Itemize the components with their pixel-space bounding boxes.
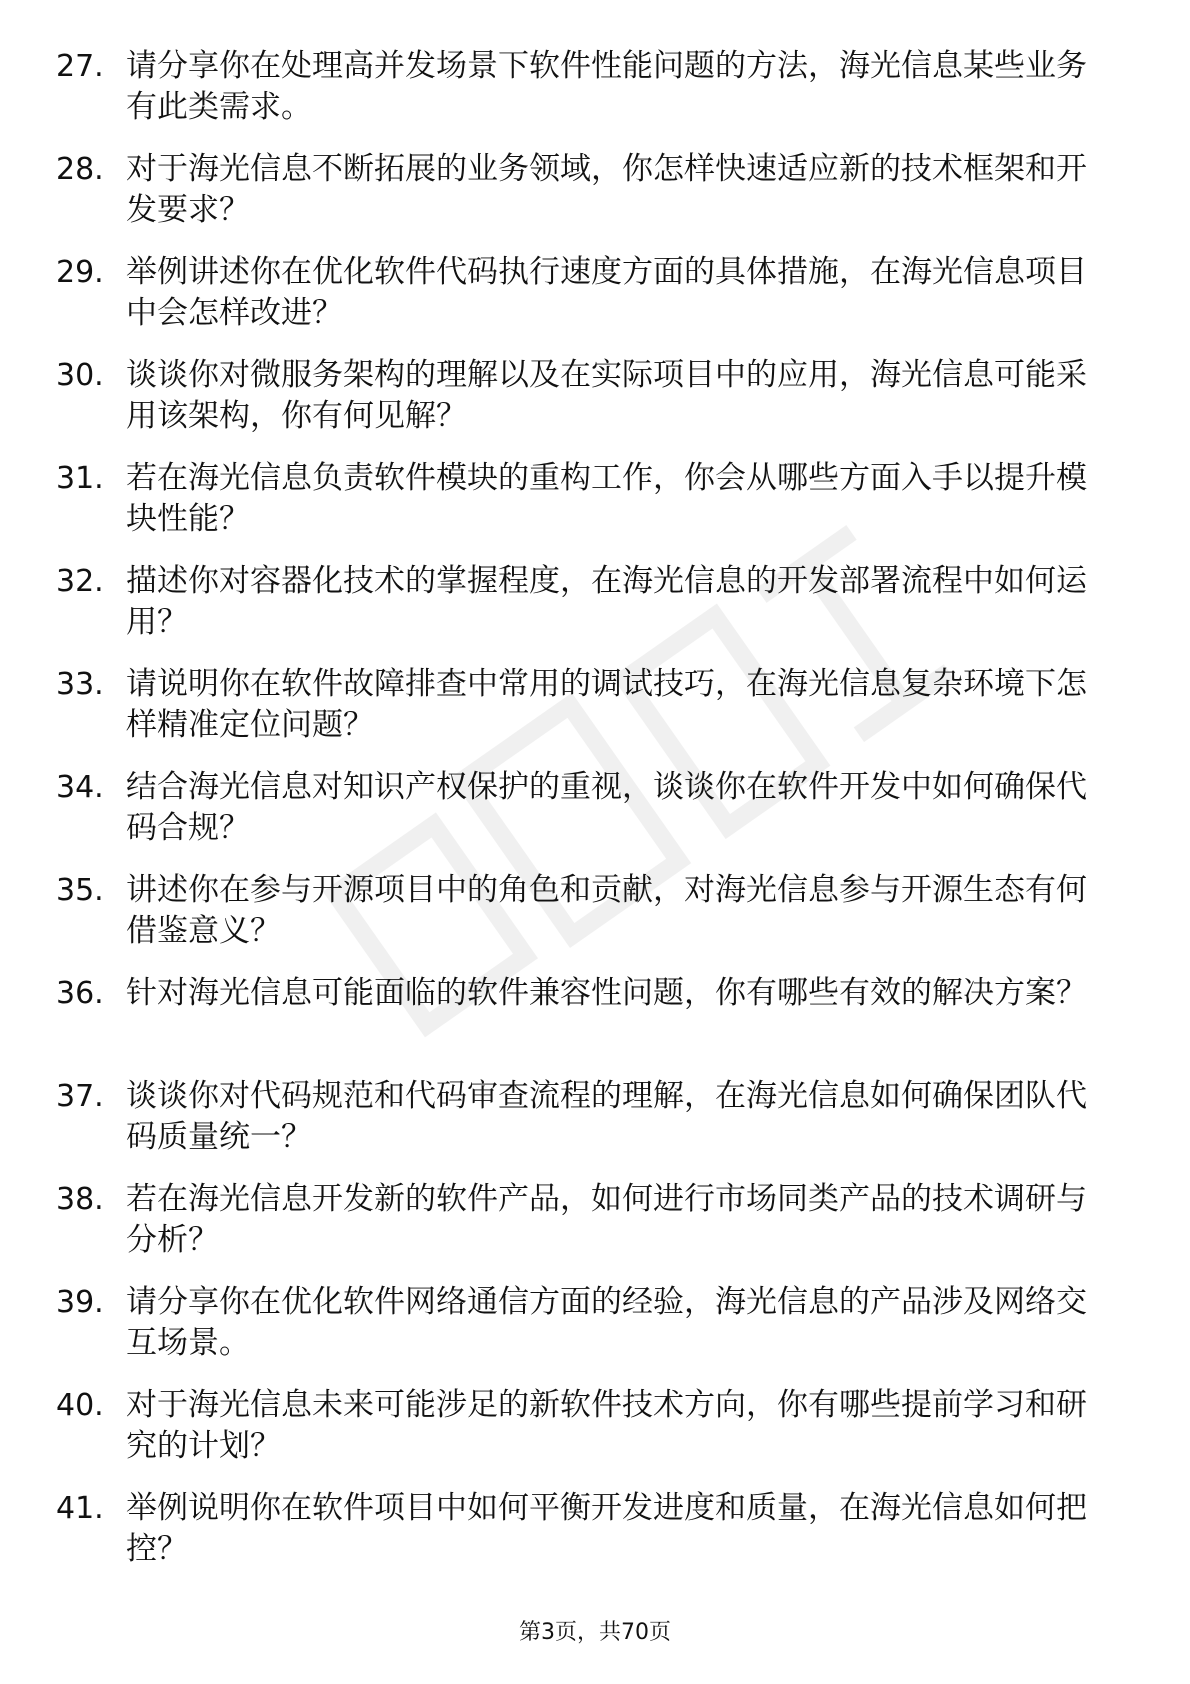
question-number: 40. [56, 1388, 104, 1423]
question-list [56, 46, 1116, 1591]
question-number: 36. [56, 976, 104, 1011]
question-number: 29. [56, 255, 104, 290]
question-number: 28. [56, 152, 104, 187]
question-number: 27. [56, 49, 104, 84]
question-text: 请说明你在软件故障排查中常用的调试技巧，在海光信息复杂环境下怎样精准定位问题？ [126, 666, 1087, 743]
question-text: 请分享你在优化软件网络通信方面的经验，海光信息的产品涉及网络交互场景。 [126, 1284, 1087, 1361]
list-item [56, 767, 1116, 870]
list-item [56, 1385, 1116, 1488]
list-item [56, 355, 1116, 458]
question-text: 描述你对容器化技术的掌握程度，在海光信息的开发部署流程中如何运用？ [126, 563, 1087, 640]
question-text: 对于海光信息未来可能涉足的新软件技术方向，你有哪些提前学习和研究的计划？ [126, 1387, 1087, 1464]
question-text: 谈谈你对代码规范和代码审查流程的理解，在海光信息如何确保团队代码质量统一？ [126, 1078, 1087, 1155]
question-number: 41. [56, 1491, 104, 1526]
question-number: 33. [56, 667, 104, 702]
question-text: 请分享你在处理高并发场景下软件性能问题的方法，海光信息某些业务有此类需求。 [126, 48, 1087, 125]
question-number: 31. [56, 461, 104, 496]
page-footer: 第3页，共70页 [519, 1620, 671, 1645]
list-item [56, 973, 1116, 1076]
question-number: 39. [56, 1285, 104, 1320]
list-item [56, 664, 1116, 767]
question-text: 针对海光信息可能面临的软件兼容性问题，你有哪些有效的解决方案？ [126, 975, 1087, 1011]
question-number: 35. [56, 873, 104, 908]
list-item [56, 252, 1116, 355]
question-text: 若在海光信息负责软件模块的重构工作，你会从哪些方面入手以提升模块性能？ [126, 460, 1087, 537]
list-item [56, 870, 1116, 973]
question-number: 30. [56, 358, 104, 393]
question-number: 38. [56, 1182, 104, 1217]
list-item [56, 1282, 1116, 1385]
question-text: 举例讲述你在优化软件代码执行速度方面的具体措施，在海光信息项目中会怎样改进？ [126, 254, 1087, 331]
question-text: 讲述你在参与开源项目中的角色和贡献，对海光信息参与开源生态有何借鉴意义？ [126, 872, 1087, 949]
question-text: 对于海光信息不断拓展的业务领域，你怎样快速适应新的技术框架和开发要求？ [126, 151, 1087, 228]
list-item [56, 458, 1116, 561]
question-number: 32. [56, 564, 104, 599]
question-text: 谈谈你对微服务架构的理解以及在实际项目中的应用，海光信息可能采用该架构，你有何见解？ [126, 357, 1087, 434]
list-item [56, 46, 1116, 149]
question-text: 举例说明你在软件项目中如何平衡开发进度和质量，在海光信息如何把控？ [126, 1490, 1087, 1567]
question-text: 结合海光信息对知识产权保护的重视，谈谈你在软件开发中如何确保代码合规？ [126, 769, 1087, 846]
question-text: 若在海光信息开发新的软件产品，如何进行市场同类产品的技术调研与分析？ [126, 1181, 1087, 1258]
list-item [56, 149, 1116, 252]
list-item [56, 1076, 1116, 1179]
question-number: 34. [56, 770, 104, 805]
list-item [56, 1488, 1116, 1591]
list-item [56, 1179, 1116, 1282]
list-item [56, 561, 1116, 664]
question-number: 37. [56, 1079, 104, 1114]
